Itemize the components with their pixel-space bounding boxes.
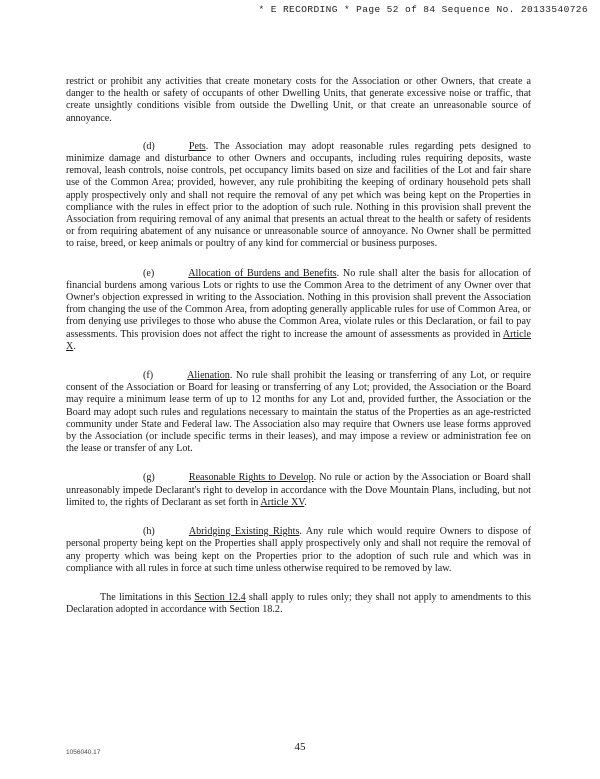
document-code: 1056040.17	[66, 749, 101, 756]
pets-text: . The Association may adopt reasonable rules regarding pets designed to minimize damage and disturbance to other Owners and occupants, including rules requiring deposits, waste removal, leash controls, noise controls, pet occupancy limits based on size and facilities of the Lot and fair share use of the Common Area; provided, however, any rule prohibiting the keeping of ordinary household pets shall apply prospectively only and shall not require the removal of any pet which was being kept on the Properties in compliance with the rules in effect prior to the adoption of such rule. Nothing in this provision shall prevent the Association from requiring removal of any animal that presents an actual threat to the health or safety of residents or from requiring abatement of any nuisance or unreasonable source of annoyance. No Owner shall be permitted to raise, breed, or keep animals or poultry of any kind for commercial or business purposes.	[66, 140, 531, 250]
continuation-paragraph: restrict or prohibit any activities that create monetary costs for the Association or other Owners, that create a danger to the health or safety of occupants of other Dwelling Units, that generate excessive noise or traffic, that create unsightly conditions visible from outside the Dwelling Unit, or that create an unreasonable source of annoyance.	[66, 76, 531, 124]
limitations-paragraph	[66, 592, 531, 616]
abridging-heading: Abridging Existing Rights	[188, 526, 300, 538]
abridging-paragraph	[66, 526, 531, 575]
recording-stamp: * E RECORDING * Page 52 of 84 Sequence No. 20133540726	[258, 4, 588, 15]
alienation-heading: Alienation	[187, 370, 230, 382]
develop-heading: Reasonable Rights to Develop	[188, 472, 314, 484]
pets-heading: Pets	[188, 140, 206, 152]
alienation-text: . No rule shall prohibit the leasing or transferring of any Lot, or require consent of the Association or Board for leasing or transferring of any Lot; provided, the Association or the Board may require a minimum lease term of up to 12 months for any Lot and, provided further, the Association or the Board may adopt such rules and regulations necessary to maintain the status of the Properties as an age-restricted community under State and Federal law. The Association also may require that Owners use lease forms approved by the Association (or include specific terms in their leases), and may impose a review or administration fee on the lease or transfer of any Lot.	[66, 370, 531, 455]
allocation-marker: (e)	[143, 267, 155, 279]
allocation-heading: Allocation of Burdens and Benefits	[188, 267, 337, 279]
pets-marker: (d)	[143, 140, 155, 152]
abridging-marker: (h)	[143, 526, 155, 538]
page-number: 45	[294, 741, 306, 753]
develop-paragraph	[66, 472, 531, 509]
limitations-text-after: shall apply to rules only; they shall not apply to amendments to this Declaration adopted in accordance with Section 18.2.	[66, 591, 532, 616]
section-12-4-reference: Section 12.4	[194, 591, 246, 603]
limitations-text-before: The limitations in this	[100, 591, 195, 603]
allocation-end: .	[73, 340, 76, 352]
alienation-marker: (f)	[143, 370, 154, 382]
pets-paragraph	[66, 141, 531, 251]
develop-marker: (g)	[143, 472, 155, 484]
alienation-paragraph	[66, 370, 531, 455]
allocation-text: . No rule shall alter the basis for allocation of financial burdens among various Lots or rights to use the Common Area to the detriment of any Owner over that Owner's objection expressed in writing to the Association. Nothing in this provision shall prevent the Association from changing the use of the Common Area, from adopting generally applicable rules for use of Common Area, or from denying use privileges to those who abuse the Common Area, violate rules or this Declaration, or fail to pay assessments. This provision does not affect the right to increase the amount of assessments as provided in	[66, 267, 531, 340]
document-body	[66, 76, 531, 633]
article-x-reference: Article X	[66, 328, 531, 352]
develop-text: . No rule or action by the Association or Board shall unreasonably impede Declarant's right to develop in accordance with the Dove Mountain Plans, including, but not limited to, the rights of Declarant as set forth in	[66, 472, 531, 508]
allocation-paragraph	[66, 268, 531, 353]
abridging-text: . Any rule which would require Owners to dispose of personal property being kept on the Properties shall apply prospectively only and shall not require the removal of any property which was being kept on the Properties prior to the adoption of such rule and which was in compliance with all rules in force at such time unless otherwise required to be removed by law.	[66, 526, 531, 574]
develop-end: .	[304, 496, 307, 508]
article-xv-reference: Article XV	[260, 496, 305, 508]
